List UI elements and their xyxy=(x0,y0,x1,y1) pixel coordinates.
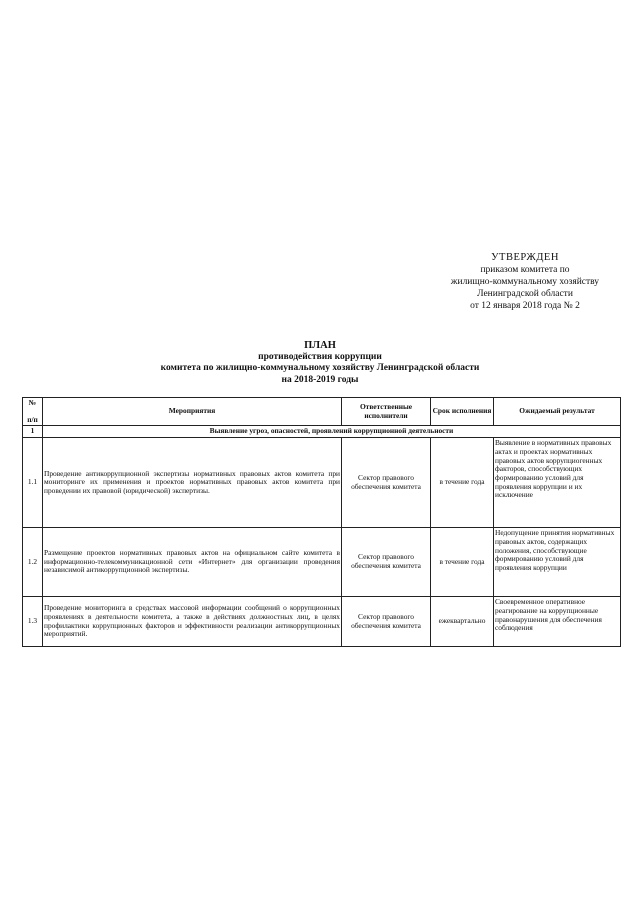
row-term: ежеквартально xyxy=(431,597,494,647)
section-num: 1 xyxy=(23,426,43,438)
row-result-text: Своевременное оперативное реагирование на коррупционные правонарушения для обеспечения соблюдения xyxy=(495,598,602,633)
row-result-text: Выявление в нормативных правовых актах и проектах нормативных правовых актов коррупциогенных факторов, способствующих формированию условий для проявления коррупции и их исключение xyxy=(495,439,612,500)
approval-block xyxy=(380,252,640,312)
row-term: в течение года xyxy=(431,528,494,597)
table-row xyxy=(23,438,621,528)
row-num: 1.1 xyxy=(23,438,43,528)
approval-line-3: Ленинградской области xyxy=(477,289,573,299)
row-executors: Сектор правового обеспечения комитета xyxy=(342,597,431,647)
header-num: № п/п xyxy=(23,398,43,426)
table-row xyxy=(23,528,621,597)
header-executors: Ответственные исполнители xyxy=(342,398,431,426)
row-result-text: Недопущение принятия нормативных правовых актов, содержащих положения, способствующие формированию условий для проявления коррупции xyxy=(495,529,615,572)
row-result xyxy=(494,528,621,597)
row-event: Проведение антикоррупционной экспертизы нормативных правовых актов комитета при мониторинге их применения и проектов нормативных правовых актов комитета при проведении их правовой (юридической) экспертизы. xyxy=(43,438,342,528)
plan-subtitle-1: противодействия коррупции xyxy=(258,351,382,362)
table-header-row xyxy=(23,398,621,426)
header-event: Мероприятия xyxy=(43,398,342,426)
approval-line-2: жилищно-коммунальному хозяйству xyxy=(450,277,600,287)
plan-subtitle-3: на 2018-2019 годы xyxy=(281,374,359,385)
row-result xyxy=(494,597,621,647)
approval-line-4: от 12 января 2018 года № 2 xyxy=(470,301,580,311)
table-row xyxy=(23,597,621,647)
plan-title: ПЛАН xyxy=(304,340,336,351)
approval-title: УТВЕРЖДЕН xyxy=(491,252,559,263)
row-event: Проведение мониторинга в средствах массовой информации сообщений о коррупционных проявлениях в деятельности комитета, а также в действиях должностных лиц, в целях профилактики коррупционных факторов и эффективности реализации антикоррупционных мероприятий. xyxy=(43,597,342,647)
section-row xyxy=(23,426,621,438)
row-num: 1.2 xyxy=(23,528,43,597)
plan-table xyxy=(22,397,621,647)
row-executors: Сектор правового обеспечения комитета xyxy=(342,438,431,528)
row-result xyxy=(494,438,621,528)
row-executors: Сектор правового обеспечения комитета xyxy=(342,528,431,597)
plan-subtitle-2: комитета по жилищно-коммунальному хозяйству Ленинградской области xyxy=(160,363,480,373)
header-term: Срок исполнения xyxy=(431,398,494,426)
row-num: 1.3 xyxy=(23,597,43,647)
header-result: Ожидаемый результат xyxy=(494,398,621,426)
row-event: Размещение проектов нормативных правовых актов на официальном сайте комитета в информационно-телекоммуникационной сети «Интернет» для организации проведения независимой антикоррупционной экспертизы. xyxy=(43,528,342,597)
row-term: в течение года xyxy=(431,438,494,528)
approval-line-1: приказом комитета по xyxy=(480,265,570,275)
section-title: Выявление угроз, опасностей, проявлений коррупционной деятельности xyxy=(43,426,621,438)
plan-heading xyxy=(0,340,640,386)
